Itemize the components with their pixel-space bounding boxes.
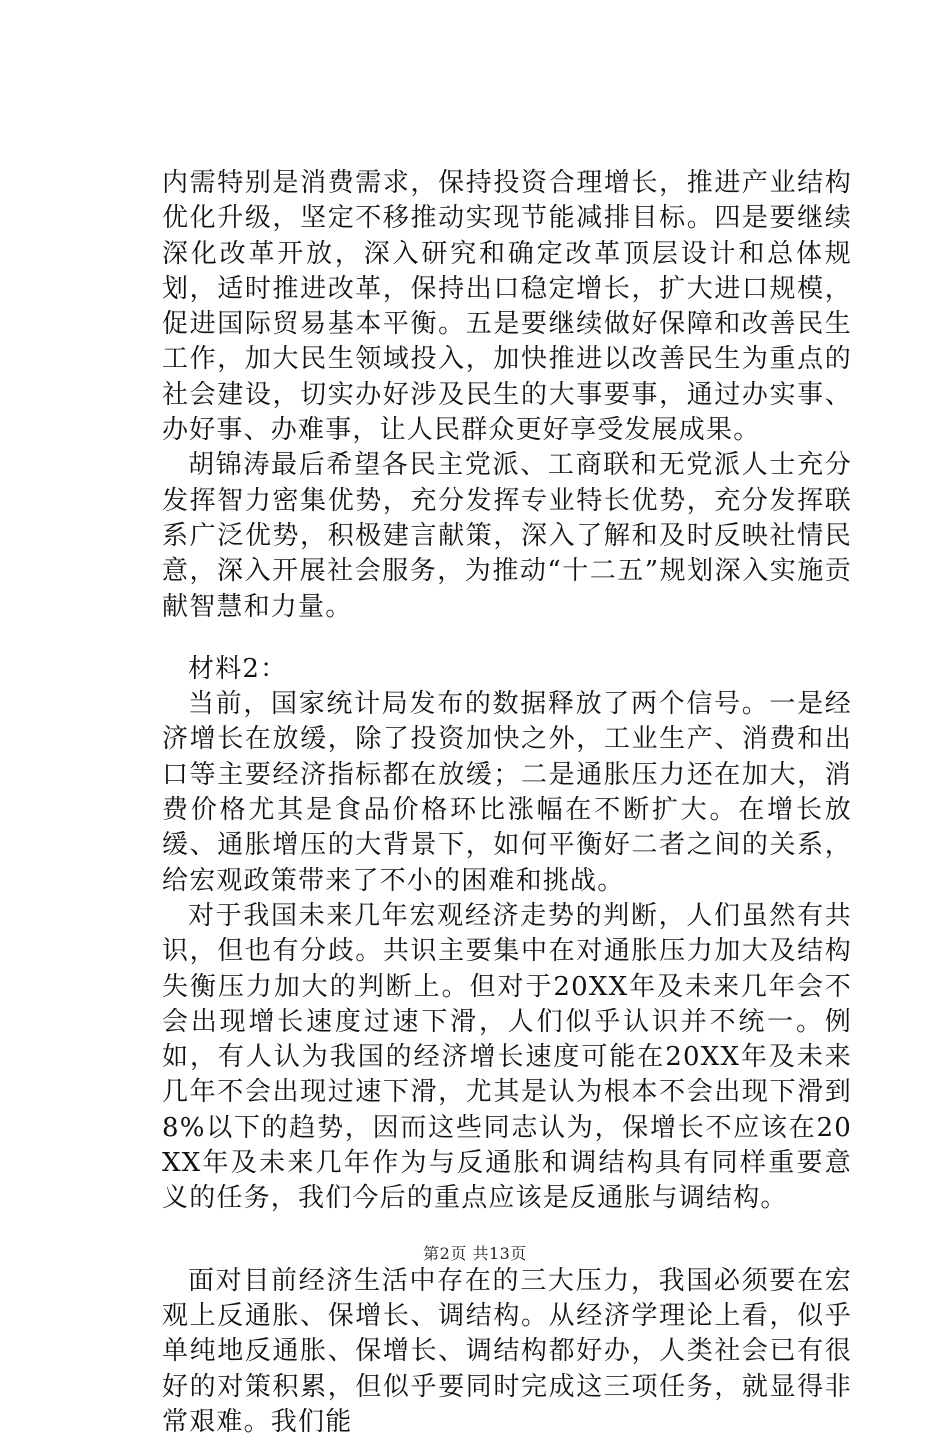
- page-number-footer: 第2页 共13页: [423, 1244, 527, 1263]
- paragraph-statistics-signals: 当前，国家统计局发布的数据释放了两个信号。一是经济增长在放缓，除了投资加快之外，工业生产、消费和出口等主要经济指标都在放缓；二是通胀压力还在加大，消费价格尤其是食品价格环比涨幅在不断扩大。在增长放缓、通胀增压的大背景下，如何平衡好二者之间的关系，给宏观政策带来了不小的困难和挑战。: [162, 689, 852, 896]
- section-heading-material-2: 材料2：: [188, 653, 288, 684]
- paragraph-economic-outlook: 对于我国未来几年宏观经济走势的判断，人们虽然有共识，但也有分歧。共识主要集中在对通胀压力加大及结构失衡压力加大的判断上。但对于20XX年及未来几年会不会出现增长速度过速下滑，人们似乎认识并不统一。例如，有人认为我国的经济增长速度可能在20XX年及未来几年不会出现过速下滑，尤其是认为根本不会出现下滑到8%以下的趋势，因而这些同志认为，保增长不应该在20XX年及未来几年作为与反通胀和调结构具有同样重要意义的任务，我们今后的重点应该是反通胀与调结构。: [162, 900, 852, 1214]
- paragraph-hu-jintao-hope: 胡锦涛最后希望各民主党派、工商联和无党派人士充分发挥智力密集优势，充分发挥专业特长优势，充分发挥联系广泛优势，积极建言献策，深入了解和及时反映社情民意，深入开展社会服务，为推动“十二五”规划深入实施贡献智慧和力量。: [162, 450, 852, 622]
- paragraph-continuation: 内需特别是消费需求，保持投资合理增长，推进产业结构优化升级，坚定不移推动实现节能减排目标。四是要继续深化改革开放，深入研究和确定改革顶层设计和总体规划，适时推进改革，保持出口稳定增长，扩大进口规模，促进国际贸易基本平衡。五是要继续做好保障和改善民生工作，加大民生领域投入，加快推进以改善民生为重点的社会建设，切实办好涉及民生的大事要事，通过办实事、办好事、办难事，让人民群众更好享受发展成果。: [162, 168, 852, 446]
- paragraph-three-pressures: 面对目前经济生活中存在的三大压力，我国必须要在宏观上反通胀、保增长、调结构。从经济学理论上看，似乎单纯地反通胀、保增长、调结构都好办，人类社会已有很好的对策积累，但似乎要同时完成这三项任务，就显得非常艰难。我们能: [162, 1265, 852, 1437]
